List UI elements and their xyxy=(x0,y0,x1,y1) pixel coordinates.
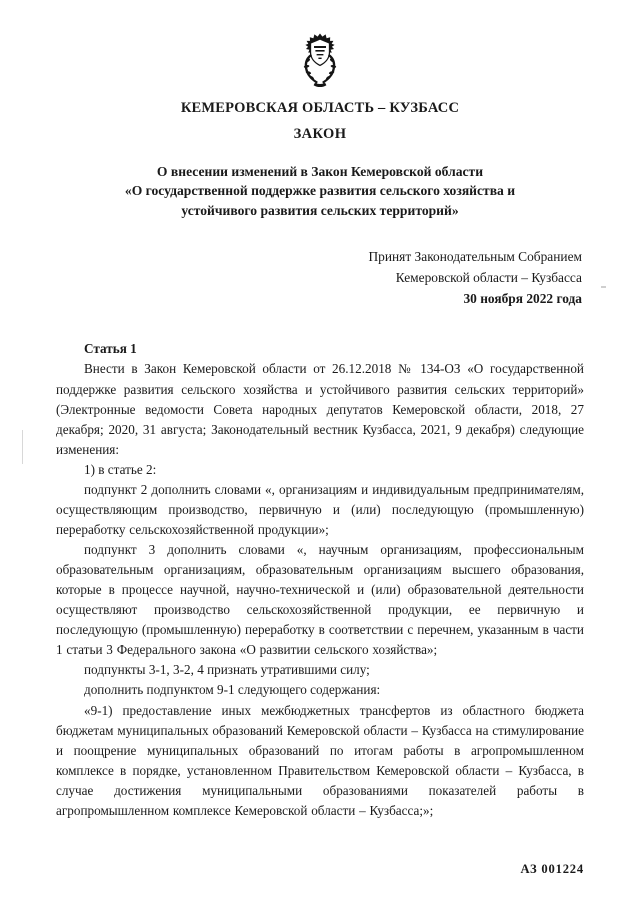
coat-of-arms-icon xyxy=(297,32,343,90)
article-heading: Статья 1 xyxy=(84,341,137,357)
document-subject-title-line-2: «О государственной поддержке развития сельского хозяйства и xyxy=(124,183,516,199)
paragraph-subitem-9-1-text: «9-1) предоставление иных межбюджетных трансфертов из областного бюджета бюджетам муниципальных образований Кемеровской области – Кузбасса на стимулирование и поощрение муниципальных образований по итогам работы в агропромышленном комплексе в порядке, установленном Правительством Кемеровской области – Кузбасса, в случае достижения муниципальными образованиями показателей работы в агропромышленном комплексе Кемеровской области – Кузбасса;»; xyxy=(56,702,584,818)
document-serial-number: АЗ 001224 xyxy=(520,862,584,876)
document-body xyxy=(56,339,584,821)
emblem-container xyxy=(56,32,584,90)
adoption-line-2: Кемеровской области – Кузбасса xyxy=(395,270,582,286)
document-subject-title xyxy=(56,162,584,220)
document-subject-title-line-1: О внесении изменений в Закон Кемеровской области xyxy=(156,164,484,179)
paragraph-subitem-3: подпункт 3 дополнить словами «, научным организациям, профессиональным образовательным организациям, образовательным организациям высшего образования, которые в процессе научной, научно-технической и (или) образовательной деятельности осуществляют производство сельскохозяйственной продукции, ее первичную и последующую (промышленную) переработку в соответствии с перечнем, указанным в части 1 статьи 3 Федерального закона «О развитии сельского хозяйства»; xyxy=(56,542,584,658)
adoption-block xyxy=(56,246,584,310)
paragraph-item-1: 1) в статье 2: xyxy=(84,461,157,477)
adoption-line-1: Принят Законодательным Собранием xyxy=(368,248,582,264)
adoption-date: 30 ноября 2022 года xyxy=(463,291,582,307)
document-type-title: ЗАКОН xyxy=(293,126,347,142)
page-edge-mark-secondary xyxy=(601,286,606,288)
paragraph-repealed-subitems: подпункты 3-1, 3-2, 4 признать утратившими силу; xyxy=(84,662,370,678)
paragraph-subitem-2: подпункт 2 дополнить словами «, организациям и индивидуальным предпринимателям, осуществляющим производство, первичную и (или) последующую (промышленную) переработку сельскохозяйственной продукции»; xyxy=(56,481,584,537)
document-subject-title-line-3: устойчивого развития сельских территорий» xyxy=(181,202,459,218)
paragraph-intro: Внести в Закон Кемеровской области от 26.12.2018 № 134-ОЗ «О государственной поддержке развития сельского хозяйства и устойчивого развития сельских территорий» (Электронные ведомости Совета народных депутатов Кемеровской области, 2018, 27 декабря; 2020, 31 августа; Законодательный вестник Кузбасса, 2021, 9 декабря) следующие изменения: xyxy=(56,361,584,457)
page-edge-mark xyxy=(22,430,23,464)
region-title: КЕМЕРОВСКАЯ ОБЛАСТЬ – КУЗБАСС xyxy=(180,100,460,116)
paragraph-add-subitem-9-1: дополнить подпунктом 9-1 следующего содержания: xyxy=(84,682,381,698)
